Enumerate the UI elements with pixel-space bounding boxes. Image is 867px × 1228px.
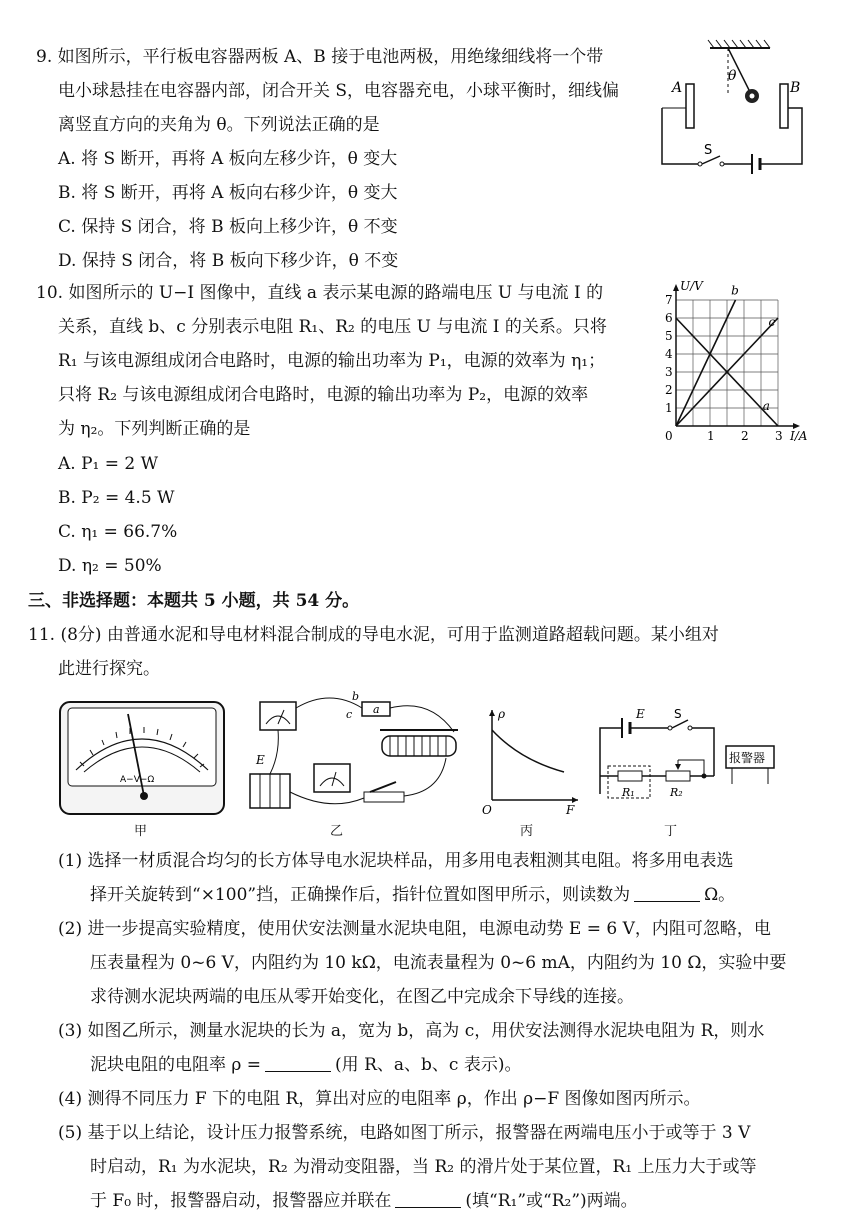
q9-line-3: 离竖直方向的夹角为 θ。下列说法正确的是 (58, 115, 380, 135)
rheostat (382, 736, 456, 756)
battery-label-e: E (256, 753, 265, 767)
caption-yi: 乙 (330, 824, 344, 839)
answer-blank-1[interactable] (634, 885, 700, 902)
block-label-b: b (352, 690, 360, 703)
y-tick-label: 6 (665, 311, 673, 325)
caption-jia: 甲 (134, 824, 148, 839)
x-tick-label: 2 (741, 429, 749, 443)
q11-intro-1: 11. (8分) 由普通水泥和导电材料混合制成的导电水泥，可用于监测道路超载问题。某小组对 (28, 625, 719, 645)
y-tick-label: 3 (665, 365, 673, 379)
f-axis-label: F (566, 803, 575, 816)
y-tick-label: 2 (665, 383, 673, 397)
y-tick-label: 5 (665, 329, 673, 343)
q9-option-b: B. 将 S 断开，再将 A 板向右移少许，θ 变大 (58, 183, 398, 203)
block-label-a: a (373, 703, 380, 716)
apparatus-figure (240, 688, 470, 822)
capacitor-figure (652, 36, 812, 186)
x-tick-label: 3 (775, 429, 783, 443)
ding-r1-label: R₁ (622, 786, 635, 799)
q11-p3-tail: (用 R、a、b、c 表示)。 (335, 1055, 522, 1075)
y-axis-label: U/V (680, 279, 703, 293)
switch-base (364, 792, 404, 802)
q10-option-a: A. P₁ = 2 W (58, 454, 159, 474)
resistor-r1 (618, 771, 642, 781)
plate-a-label: A (672, 80, 683, 96)
ui-chart (654, 276, 814, 448)
q11-p1-unit: Ω。 (704, 885, 736, 905)
answer-blank-3[interactable] (395, 1191, 461, 1208)
q11-p5-tail: (填“R₁”或“R₂”)两端。 (465, 1191, 638, 1211)
x-axis-label: I/A (790, 429, 808, 443)
series-label-b: b (731, 283, 739, 298)
q11-p4-line: (4) 测得不同压力 F 下的电阻 R，算出对应的电阻率 ρ，作出 ρ−F 图像如图丙所示。 (58, 1089, 701, 1109)
q9-option-c: C. 保持 S 闭合，将 B 板向上移少许，θ 不变 (58, 217, 398, 237)
plate-a (686, 84, 694, 128)
q11-p5-line-1: (5) 基于以上结论，设计压力报警系统，电路如图丁所示，报警器在两端电压小于或等于 3 V (58, 1123, 751, 1143)
q11-p5-line-3 (90, 1190, 638, 1212)
ding-r2-label: R₂ (670, 786, 683, 799)
q10-option-b: B. P₂ = 4.5 W (58, 488, 175, 508)
meter-scale-label: A−V−Ω (120, 775, 155, 785)
block-label-c: c (346, 708, 353, 721)
rho-f-curve (492, 730, 564, 772)
caption-ding: 丁 (664, 824, 678, 839)
series-line-b (676, 300, 736, 426)
rho-axis-label: ρ (498, 707, 506, 721)
q10-option-c: C. η₁ = 66.7% (58, 522, 178, 542)
resistor-r2 (666, 771, 690, 781)
series-label-c: c (768, 315, 776, 330)
answer-blank-2[interactable] (265, 1055, 331, 1072)
q11-p2-line-3: 求待测水泥块两端的电压从零开始变化，在图乙中完成余下导线的连接。 (90, 987, 634, 1007)
q11-p3-text: 泥块电阻的电阻率 ρ = (90, 1055, 262, 1075)
ding-s-label: S (674, 707, 682, 721)
angle-label: θ (728, 68, 737, 84)
section-heading: 三、非选择题：本题共 5 小题，共 54 分。 (28, 591, 360, 611)
plate-b (780, 84, 788, 128)
y-axis-arrow (673, 284, 679, 291)
alarm-label: 报警器 (729, 751, 766, 765)
q10-option-d: D. η₂ = 50% (58, 556, 162, 576)
q11-intro-2: 此进行探究。 (58, 659, 160, 679)
q11-p2-line-1: (2) 进一步提高实验精度，使用伏安法测量水泥块电阻，电源电动势 E = 6 V，内阻可忽略，电 (58, 919, 771, 939)
origin-label: O (482, 803, 492, 816)
switch-label: S (704, 143, 713, 158)
q11-p3-line-2 (90, 1054, 521, 1076)
q11-p3-line-1: (3) 如图乙所示，测量水泥块的长为 a，宽为 b，高为 c，用伏安法测得水泥块电阻为 R，则水 (58, 1021, 765, 1041)
q11-p1-line-2 (90, 884, 735, 906)
q10-line-3: R₁ 与该电源组成闭合电路时，电源的输出功率为 P₁，电源的效率为 η₁； (58, 351, 606, 371)
series-label-a: a (762, 398, 770, 413)
y-tick-label: 7 (665, 293, 673, 307)
q11-p2-line-2: 压表量程为 0~6 V，内阻约为 10 kΩ，电流表量程为 0~6 mA，内阻约为 10 Ω，实验中要 (90, 953, 787, 973)
q11-p1-line-1: (1) 选择一材质混合均匀的长方体导电水泥块样品，用多用电表粗测其电阻。将多用电表选 (58, 851, 734, 871)
q9-option-d: D. 保持 S 闭合，将 B 板向下移少许，θ 不变 (58, 251, 399, 271)
q10-line-4: 只将 R₂ 与该电源组成闭合电路时，电源的输出功率为 P₂，电源的效率 (58, 385, 589, 405)
y-tick-label: 4 (665, 347, 673, 361)
q9-option-a: A. 将 S 断开，再将 A 板向左移少许，θ 变大 (58, 149, 398, 169)
q10-line-2: 关系，直线 b、c 分别表示电阻 R₁、R₂ 的电压 U 与电流 I 的关系。只将 (58, 317, 607, 337)
rho-f-graph (480, 704, 584, 816)
multimeter-figure (58, 700, 226, 818)
q9-line-2: 电小球悬挂在电容器内部，闭合开关 S，电容器充电，小球平衡时，细线偏 (58, 81, 620, 101)
alarm-circuit (592, 704, 788, 820)
q11-p5-text: 于 F₀ 时，报警器启动，报警器应并联在 (90, 1191, 392, 1211)
ding-e-label: E (636, 707, 645, 721)
q10-line-5: 为 η₂。下列判断正确的是 (58, 419, 251, 439)
x-tick-label: 1 (707, 429, 715, 443)
q10-line-1: 10. 如图所示的 U−I 图像中，直线 a 表示某电源的路端电压 U 与电流 I 的 (36, 283, 604, 303)
caption-bing: 丙 (520, 824, 534, 839)
q9-line-1: 9. 如图所示，平行板电容器两板 A、B 接于电池两极，用绝缘细线将一个带 (36, 47, 604, 67)
q11-p5-line-2: 时启动，R₁ 为水泥块，R₂ 为滑动变阻器，当 R₂ 的滑片处于某位置，R₁ 上压力大于或等 (90, 1157, 757, 1177)
y-tick-label: 1 (665, 401, 673, 415)
x-tick-label: 0 (665, 429, 673, 443)
plate-b-label: B (790, 80, 801, 96)
q11-p1-text: 择开关旋转到“×100”挡，正确操作后，指针位置如图甲所示，则读数为 (90, 885, 631, 905)
